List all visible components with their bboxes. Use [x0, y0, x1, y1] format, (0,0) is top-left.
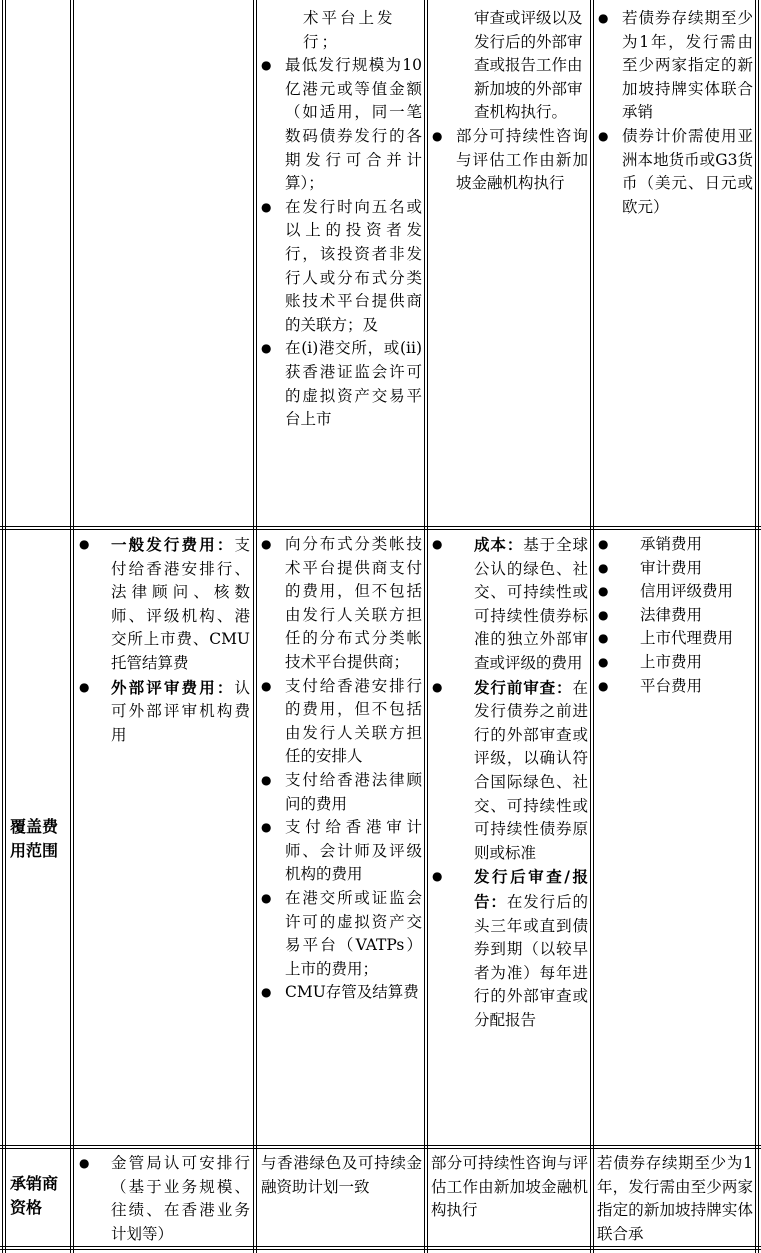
list-item: 审查或评级以及发行后的外部审查或报告工作由新加坡的外部审查机构执行。 [474, 9, 583, 122]
row-label-underwriter-qualification: 承销商资格 [10, 1174, 59, 1217]
item-heading: 外部评审费用： [111, 677, 235, 697]
list-item: ● 向分布式分类帐技术平台提供商支付的费用，但不包括由发行人关联方担任的分布式分类帐技术平台提供商； [259, 533, 422, 675]
list-item: ● 审计费用 [596, 557, 753, 581]
list-item: ● 信用评级费用 [596, 580, 753, 604]
row2-col5-cell [596, 533, 753, 698]
table-border-right [755, 0, 759, 1253]
row1-col5-cell [596, 7, 753, 219]
item-heading: 发行后审查/报告： [474, 867, 588, 911]
column-divider-3 [424, 0, 428, 1253]
list-item [430, 865, 588, 1032]
list-item: ● 在港交所或证监会许可的虚拟资产交易平台（VATPs）上市的费用； [259, 887, 422, 981]
list-item: ● 法律费用 [596, 604, 753, 628]
list-item: ● 上市费用 [596, 651, 753, 675]
row-label-fee-coverage: 覆盖费用范围 [10, 817, 59, 860]
list-item: ● 承销费用 [596, 533, 753, 557]
item-heading: 一般发行费用： [111, 535, 235, 554]
list-item [77, 676, 250, 748]
item-text: 在发行后的头三年或直到债券到期（以较早者为准）每年进行的外部审查或分配报告 [474, 892, 588, 1029]
table-border-bottom [0, 1246, 761, 1250]
list-item: ● 在(i)港交所，或(ii)获香港证监会许可的虚拟资产交易平台上市 [259, 337, 422, 431]
row-divider-1 [0, 526, 761, 530]
row3-col5-cell: 若债券存续期至少为1年，发行需由至少两家指定的新加坡持牌实体联合承 [597, 1154, 753, 1243]
list-item: ● CMU存管及结算费 [259, 981, 422, 1005]
row2-col2-cell [77, 533, 250, 747]
list-item: ● 平台费用 [596, 675, 753, 699]
item-text: 支付给香港安排行、法律顾问、核数师、评级机构、港交所上市费、CMU托管结算费 [111, 536, 250, 672]
list-item: 术平台上发行； [303, 9, 396, 51]
list-item: ● 金管局认可安排行（基于业务规模、往绩、在香港业务计划等） [77, 1152, 250, 1246]
column-divider-2 [253, 0, 257, 1253]
row3-col4-cell: 部分可持续性咨询与评估工作由新加坡金融机构执行 [431, 1154, 588, 1220]
list-item: ● 支付给香港审计师、会计师及评级机构的费用 [259, 816, 422, 887]
list-item: ● 在发行时向五名或以上的投资者发行，该投资者非发行人或分布式分类账技术平台提供商的关联方；及 [259, 196, 422, 338]
column-divider-4 [590, 0, 594, 1253]
list-item [430, 676, 588, 866]
row1-col4-cell [430, 7, 588, 196]
row1-col3-cell [259, 7, 422, 432]
list-item: ● 部分可持续性咨询与评估工作由新加坡金融机构执行 [430, 125, 588, 196]
item-heading: 成本： [474, 535, 524, 554]
column-divider-1 [70, 0, 74, 1253]
list-item [430, 533, 588, 676]
list-item: ● 上市代理费用 [596, 627, 753, 651]
list-item: ● 支付给香港法律顾问的费用 [259, 769, 422, 816]
list-item [77, 533, 250, 676]
row3-col3-cell: 与香港绿色及可持续金融资助计划一致 [261, 1154, 422, 1196]
item-heading: 发行前审查： [474, 677, 573, 697]
list-item: ● 最低发行规模为10亿港元或等值金额（如适用，同一笔数码债券发行的各期发行可合并计算）； [259, 54, 422, 196]
item-text: 认可外部评审机构费用 [111, 678, 250, 744]
row-divider-2 [0, 1145, 761, 1149]
item-text: 在发行债券之前进行的外部审查或评级，以确认符合国际绿色、社交、可持续性或可持续性债券原则或标准 [474, 678, 588, 862]
row2-col3-cell [259, 533, 422, 1005]
list-item: ● 若债券存续期至少为1年，发行需由至少两家指定的新加坡持牌实体联合承销 [596, 7, 753, 125]
table-border-left [2, 0, 6, 1253]
row3-col2-cell [77, 1152, 250, 1246]
item-text: 基于全球公认的绿色、社交、可持续性或可持续性债券标准的独立外部审查或评级的费用 [474, 536, 588, 672]
row2-col4-cell [430, 533, 588, 1032]
list-item: ● 债券计价需使用亚洲本地货币或G3货币（美元、日元或欧元） [596, 125, 753, 219]
list-item: ● 支付给香港安排行的费用，但不包括由发行人关联方担任的安排人 [259, 675, 422, 769]
